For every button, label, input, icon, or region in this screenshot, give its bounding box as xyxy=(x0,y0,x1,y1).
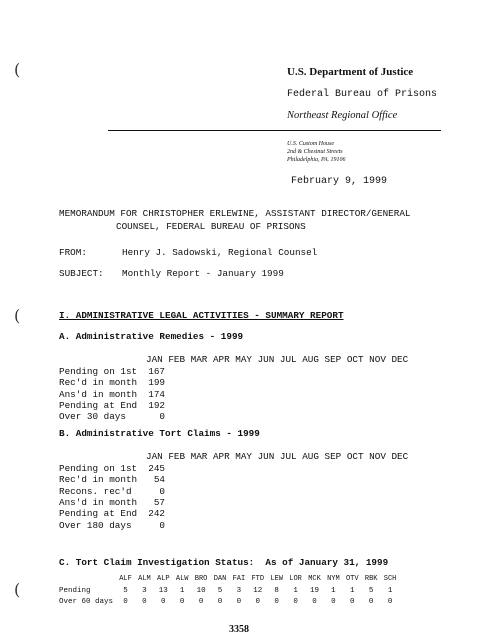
row-label: Recons. rec'd xyxy=(59,485,132,497)
cell-value: 1 xyxy=(331,587,336,595)
cell-value: 0 xyxy=(142,598,147,606)
column-header: RBK xyxy=(364,575,378,583)
section-a-title: A. Administrative Remedies - 1999 xyxy=(59,331,244,342)
cell-value: 1 xyxy=(387,587,393,595)
margin-mark: ( xyxy=(14,580,21,599)
cell-value: 0 xyxy=(198,598,204,606)
row-label: Rec'd in month xyxy=(59,377,138,389)
jan-value: 174 xyxy=(148,388,165,400)
column-header: OTV xyxy=(345,575,359,583)
address-line: Philadelphia, PA. 19106 xyxy=(287,157,346,163)
row-label: Pending xyxy=(59,587,91,595)
cell-value: 5 xyxy=(217,587,223,595)
column-header: ALP xyxy=(156,575,170,583)
row-label: Pending on 1st xyxy=(59,366,138,377)
cell-value: 10 xyxy=(196,587,206,595)
column-header: LOR xyxy=(289,575,302,583)
column-header: ALF xyxy=(119,575,132,583)
cell-value: 0 xyxy=(350,598,355,606)
memo-date: February 9, 1999 xyxy=(291,176,388,187)
jan-value: 245 xyxy=(148,463,165,474)
cell-value: 0 xyxy=(236,598,242,606)
cell-value: 13 xyxy=(158,587,168,595)
letterhead-department: U.S. Department of Justice xyxy=(287,66,414,78)
column-header: SCH xyxy=(383,575,397,583)
section-a-months: JAN FEB MAR APR MAY JUN JUL AUG SEP OCT NOV DEC xyxy=(146,354,409,365)
section-heading: I. ADMINISTRATIVE LEGAL ACTIVITIES - SUMMARY REPORT xyxy=(59,310,344,321)
memo-for-line2: COUNSEL, FEDERAL BUREAU OF PRISONS xyxy=(116,221,306,232)
row-label: Over 180 days xyxy=(59,519,132,531)
section-b-title: B. Administrative Tort Claims - 1999 xyxy=(59,428,260,439)
cell-value: 0 xyxy=(293,598,298,606)
column-header: BRO xyxy=(194,575,208,583)
row-label: Rec'd in month xyxy=(59,474,138,486)
row-label: Pending on 1st xyxy=(59,463,138,474)
cell-value: 0 xyxy=(217,598,223,606)
cell-value: 0 xyxy=(123,598,128,606)
letterhead-bureau: Federal Bureau of Prisons xyxy=(287,89,438,100)
margin-mark: ( xyxy=(14,60,21,79)
jan-value: 0 xyxy=(159,411,165,423)
cell-value: 0 xyxy=(274,598,279,606)
cell-value: 3 xyxy=(236,587,242,595)
cell-value: 1 xyxy=(350,587,355,595)
cell-value: 0 xyxy=(255,598,261,606)
subject-label: SUBJECT: xyxy=(59,268,104,279)
cell-value: 0 xyxy=(331,598,336,606)
row-label: Ans'd in month xyxy=(59,496,138,508)
from-label: FROM: xyxy=(59,247,87,258)
cell-value: 1 xyxy=(179,587,185,595)
cell-value: 0 xyxy=(179,598,185,606)
jan-value: 192 xyxy=(148,399,165,411)
row-label: Pending at End xyxy=(59,399,138,411)
column-header: LEW xyxy=(270,575,283,583)
page-number: 3358 xyxy=(229,624,249,635)
column-header: NYM xyxy=(327,575,340,583)
cell-value: 19 xyxy=(309,587,319,595)
cell-value: 0 xyxy=(387,598,393,606)
row-label: Over 30 days xyxy=(59,411,126,423)
address-line: U.S. Custom House xyxy=(287,141,335,147)
jan-value: 167 xyxy=(148,366,165,377)
column-header: MCK xyxy=(308,575,321,583)
row-label: Pending at End xyxy=(59,508,138,520)
column-header: DAN xyxy=(213,575,227,583)
jan-value: 199 xyxy=(148,377,165,389)
column-header: ALM xyxy=(138,575,151,583)
subject-value: Monthly Report - January 1999 xyxy=(122,268,284,279)
letterhead-office: Northeast Regional Office xyxy=(287,110,398,121)
column-header: ALW xyxy=(175,575,189,583)
column-header: FAI xyxy=(232,575,246,583)
section-c-title: C. Tort Claim Investigation Status: As of January 31, 1999 xyxy=(59,557,389,568)
cell-value: 3 xyxy=(142,587,147,595)
section-b-months: JAN FEB MAR APR MAY JUN JUL AUG SEP OCT NOV DEC xyxy=(146,451,409,462)
cell-value: 5 xyxy=(123,587,128,595)
cell-value: 0 xyxy=(161,598,166,606)
row-label: Over 60 days xyxy=(59,598,114,606)
cell-value: 5 xyxy=(368,587,374,595)
letterhead-rule xyxy=(108,130,441,131)
margin-mark: ( xyxy=(14,306,21,325)
jan-value: 242 xyxy=(148,508,165,520)
cell-value: 0 xyxy=(368,598,374,606)
cell-value: 8 xyxy=(274,587,279,595)
cell-value: 1 xyxy=(293,587,298,595)
memo-for-line1: MEMORANDUM FOR CHRISTOPHER ERLEWINE, ASSISTANT DIRECTOR/GENERAL xyxy=(59,208,411,219)
jan-value: 54 xyxy=(153,474,165,486)
jan-value: 0 xyxy=(159,485,165,497)
from-value: Henry J. Sadowski, Regional Counsel xyxy=(122,247,318,258)
column-header: FTD xyxy=(251,575,265,583)
row-label: Ans'd in month xyxy=(59,388,138,400)
jan-value: 0 xyxy=(159,519,165,531)
address-line: 2nd & Chestnut Streets xyxy=(287,149,343,155)
cell-value: 12 xyxy=(253,587,263,595)
jan-value: 57 xyxy=(153,496,165,508)
cell-value: 0 xyxy=(312,598,317,606)
